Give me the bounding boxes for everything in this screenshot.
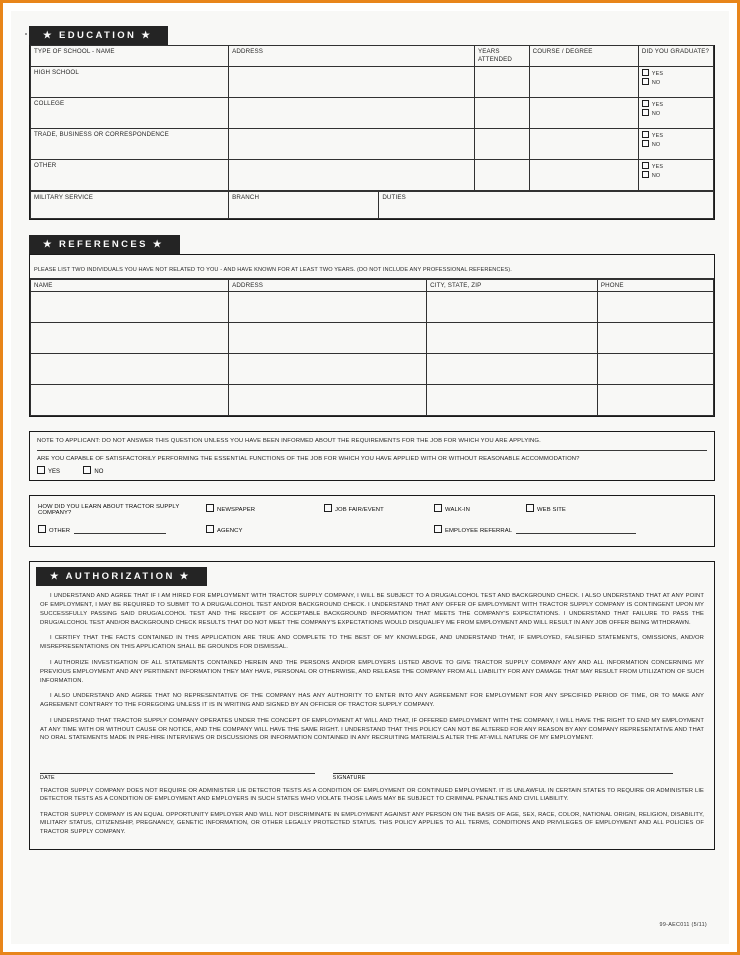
table-row xyxy=(31,385,714,416)
references-header-row xyxy=(31,279,714,292)
referral-write-in-line[interactable] xyxy=(516,526,636,534)
education-row-college-address[interactable] xyxy=(229,97,475,128)
date-field-wrap xyxy=(40,757,315,781)
checkbox-yes[interactable] xyxy=(642,100,649,107)
checkbox-yes[interactable] xyxy=(642,69,649,76)
education-row-other-course[interactable] xyxy=(529,159,638,190)
form-content xyxy=(29,25,715,850)
checkbox-no[interactable] xyxy=(642,109,649,116)
education-row-other-label: OTHER xyxy=(31,159,229,190)
checkbox-yes[interactable] xyxy=(642,131,649,138)
date-input[interactable] xyxy=(40,757,315,774)
reference-2-address[interactable] xyxy=(229,323,427,354)
education-banner: ★ EDUCATION ★ xyxy=(29,26,168,45)
form-number: 99-AEC011 (5/11) xyxy=(659,922,707,928)
reference-3-address[interactable] xyxy=(229,354,427,385)
education-row-trade-years[interactable] xyxy=(474,128,529,159)
education-section xyxy=(29,45,715,220)
education-row-other-graduate[interactable]: YES NO xyxy=(638,159,713,190)
table-row xyxy=(31,159,714,190)
military-duties-label[interactable]: DUTIES xyxy=(379,191,714,218)
source-option-jobfair[interactable]: JOB FAIR/EVENT xyxy=(324,503,434,513)
authorization-body xyxy=(30,586,714,781)
authorization-banner-wrap xyxy=(30,562,714,586)
references-col-city: CITY, STATE, ZIP xyxy=(427,279,598,292)
reference-1-city[interactable] xyxy=(427,292,598,323)
military-label: MILITARY SERVICE xyxy=(31,191,229,218)
checkbox-agency[interactable] xyxy=(206,525,214,533)
authorization-banner: ★ AUTHORIZATION ★ xyxy=(36,567,207,586)
checkbox-no[interactable] xyxy=(642,171,649,178)
source-option-walkin[interactable]: WALK-IN xyxy=(434,503,526,513)
table-row xyxy=(31,292,714,323)
divider xyxy=(37,450,707,451)
signature-row xyxy=(40,757,694,781)
authorization-paragraph-4: I ALSO UNDERSTAND AND AGREE THAT NO REPRESENTATIVE OF THE COMPANY HAS ANY AUTHORITY TO ENTER INTO ANY AGREEMENT FOR EMPLOYMENT FOR ANY SPECIFIED PERIOD OF TIME, OR TO MAKE ANY AGREEMENT CONTRARY TO THE FOREGOING UNLESS IT IS IN WRITING AND SIGNED BY AN OFFICER OF TRACTOR SUPPLY COMPANY. xyxy=(40,693,704,709)
reference-4-phone[interactable] xyxy=(597,385,713,416)
education-row-trade-label: TRADE, BUSINESS OR CORRESPONDENCE xyxy=(31,128,229,159)
education-row-college-label: COLLEGE xyxy=(31,97,229,128)
checkbox-no[interactable] xyxy=(83,466,91,474)
eeo-notice: TRACTOR SUPPLY COMPANY IS AN EQUAL OPPORTUNITY EMPLOYER AND WILL NOT DISCRIMINATE IN EMPLOYMENT AGAINST ANY PERSON ON THE BASIS OF AGE, SEX, RACE, COLOR, NATIONAL ORIGIN, RELIGION, DISABILITY, MILITARY STATUS, CITIZENSHIP, PREGNANCY, GENETIC INFORMATION, OR OTHER LEGALLY PROTECTED STATUS. THIS POLICY APPLIES TO ALL TERMS, CONDITIONS AND PRIVILEGES OF EMPLOYMENT AND ALL POLICIES OF TRACTOR SUPPLY COMPANY. xyxy=(40,811,704,835)
signature-label: SIGNATURE xyxy=(332,775,366,782)
source-option-other[interactable]: OTHER xyxy=(38,524,206,534)
references-col-name: NAME xyxy=(31,279,229,292)
table-row xyxy=(31,191,714,218)
source-option-website[interactable]: WEB SITE xyxy=(526,503,566,513)
references-banner-wrap xyxy=(29,234,715,254)
education-row-college-years[interactable] xyxy=(474,97,529,128)
checkbox-no[interactable] xyxy=(642,78,649,85)
other-write-in-line[interactable] xyxy=(74,526,166,534)
military-service-table xyxy=(30,191,714,219)
reference-4-name[interactable] xyxy=(31,385,229,416)
checkbox-referral[interactable] xyxy=(434,525,442,533)
authorization-paragraph-1: I UNDERSTAND AND AGREE THAT IF I AM HIRED FOR EMPLOYMENT WITH TRACTOR SUPPLY COMPANY, I WILL BE SUBJECT TO A DRUG/ALCOHOL TEST AND BACKGROUND CHECK. I ALSO UNDERSTAND THAT AT ANY POINT OF EMPLOYMENT, I MAY BE REQUIRED TO SUBMIT TO A DRUG/ALCOHOL TEST AND/OR BACKGROUND CHECK. I UNDERSTAND THAT ANY OFFER OF EMPLOYMENT WITH TRACTOR SUPPLY COMPANY IS CONTINGENT UPON MY SUCCESSFULLY PASSING SAID DRUG/ALCOHOL TEST AND THE RECEIPT OF ACCEPTABLE BACKGROUND INFORMATION THAT MEETS THE COMPANY'S EXPECTATIONS. I UNDERSTAND THAT FAILURE TO PASS THE DRUG/ALCOHOL TEST AND/OR BACKGROUND CHECK RESULTS THAT DO NOT MEET THE COMPANY'S EXPECTATIONS WOULD DISQUALIFY ME FROM EMPLOYMENT AND WILL RESULT IN ANY JOB OFFER BEING WITHDRAWN. xyxy=(40,593,704,626)
education-row-highschool-label: HIGH SCHOOL xyxy=(31,66,229,97)
polygraph-notice: TRACTOR SUPPLY COMPANY DOES NOT REQUIRE OR ADMINISTER LIE DETECTOR TESTS AS A CONDITION OF EMPLOYMENT OR CONTINUED EMPLOYMENT. IT IS UNLAWFUL IN CERTAIN STATES TO REQUIRE OR ADMINISTER LIE DETECTOR TESTS AS A CONDITION OF EMPLOYMENT AND EMPLOYERS IN SUCH STATES WHO VIOLATE THOSE LAWS MAY BE SUBJECT TO CRIMINAL PENALTIES AND CIVIL LIABILITY. xyxy=(40,788,704,803)
education-row-trade-address[interactable] xyxy=(229,128,475,159)
references-section xyxy=(29,254,715,418)
applicant-note-text: NOTE TO APPLICANT: DO NOT ANSWER THIS QUESTION UNLESS YOU HAVE BEEN INFORMED ABOUT THE REQUIREMENTS FOR THE JOB FOR WHICH YOU ARE APPLYING. xyxy=(37,438,541,445)
education-row-highschool-address[interactable] xyxy=(229,66,475,97)
education-row-college-course[interactable] xyxy=(529,97,638,128)
education-col-years: YEARS ATTENDED xyxy=(474,46,529,67)
education-header-row xyxy=(31,46,714,67)
reference-1-name[interactable] xyxy=(31,292,229,323)
reference-4-city[interactable] xyxy=(427,385,598,416)
reference-4-address[interactable] xyxy=(229,385,427,416)
reference-1-phone[interactable] xyxy=(597,292,713,323)
table-row xyxy=(31,128,714,159)
checkbox-yes[interactable] xyxy=(642,162,649,169)
reference-3-name[interactable] xyxy=(31,354,229,385)
checkbox-walkin[interactable] xyxy=(434,504,442,512)
reference-1-address[interactable] xyxy=(229,292,427,323)
education-row-trade-course[interactable] xyxy=(529,128,638,159)
table-row xyxy=(31,66,714,97)
reference-3-phone[interactable] xyxy=(597,354,713,385)
source-option-newspaper[interactable]: NEWSPAPER xyxy=(206,503,324,513)
source-row-2 xyxy=(38,524,706,534)
paper-sheet xyxy=(11,11,729,944)
education-banner-wrap xyxy=(29,25,715,45)
authorization-paragraph-5: I UNDERSTAND THAT TRACTOR SUPPLY COMPANY OPERATES UNDER THE CONCEPT OF EMPLOYMENT AT WILL AND THAT, IF OFFERED EMPLOYMENT WITH THE COMPANY, I WILL HAVE THE RIGHT TO END MY EMPLOYMENT AT ANY TIME WITH OR WITHOUT CAUSE OR NOTICE, AND THE COMPANY WILL HAVE THE SAME RIGHT. I UNDERSTAND THAT THIS POLICY CAN NOT BE ALTERED FOR ANY REASON BY ANY COMPANY REPRESENTATIVE AND THAT NO ORAL STATEMENTS MADE IN PRE-HIRE INTERVIEWS OR DISCUSSIONS OR INFORMATION CONTAINED IN ANY RECRUITING MATERIALS ALTER THE AT-WILL NATURE OF MY EMPLOYMENT. xyxy=(40,717,704,742)
education-table xyxy=(30,45,714,191)
signature-input[interactable] xyxy=(333,757,673,774)
checkbox-other[interactable] xyxy=(38,525,46,533)
education-row-other-years[interactable] xyxy=(474,159,529,190)
applicant-note-box xyxy=(29,431,715,481)
education-row-highschool-course[interactable] xyxy=(529,66,638,97)
checkbox-jobfair[interactable] xyxy=(324,504,332,512)
source-option-referral[interactable]: EMPLOYEE REFERRAL xyxy=(434,524,636,534)
reference-3-city[interactable] xyxy=(427,354,598,385)
checkbox-no[interactable] xyxy=(642,140,649,147)
label-no: NO xyxy=(94,469,104,476)
scan-artifact-dot xyxy=(25,33,27,35)
reference-2-phone[interactable] xyxy=(597,323,713,354)
checkbox-yes[interactable] xyxy=(37,466,45,474)
references-instruction: PLEASE LIST TWO INDIVIDUALS YOU HAVE NOT RELATED TO YOU - AND HAVE KNOWN FOR AT LEAST TWO YEARS. (DO NOT INCLUDE ANY PROFESSIONAL REFERENCES). xyxy=(34,266,512,273)
references-table xyxy=(30,279,714,417)
essential-functions-answers xyxy=(37,466,707,475)
table-row xyxy=(31,354,714,385)
education-row-trade-graduate[interactable]: YES NO xyxy=(638,128,713,159)
education-row-highschool-graduate[interactable]: YES NO xyxy=(638,66,713,97)
authorization-paragraph-2: I CERTIFY THAT THE FACTS CONTAINED IN THIS APPLICATION ARE TRUE AND COMPLETE TO THE BEST OF MY KNOWLEDGE, AND UNDERSTAND THAT, IF EMPLOYED, FALSIFIED STATEMENTS, OMISSIONS, AND/OR MISREPRESENTATIONS ON THIS APPLICATION SHALL BE GROUNDS FOR DISMISSAL. xyxy=(40,635,704,651)
references-banner: ★ REFERENCES ★ xyxy=(29,235,180,254)
education-row-college-graduate[interactable]: YES NO xyxy=(638,97,713,128)
source-row-1 xyxy=(38,503,706,516)
education-col-graduate: DID YOU GRADUATE? xyxy=(638,46,713,67)
authorization-section xyxy=(29,561,715,850)
military-branch-label[interactable]: BRANCH xyxy=(229,191,379,218)
checkbox-newspaper[interactable] xyxy=(206,504,214,512)
reference-2-city[interactable] xyxy=(427,323,598,354)
references-col-phone: PHONE xyxy=(597,279,713,292)
checkbox-website[interactable] xyxy=(526,504,534,512)
table-row xyxy=(31,97,714,128)
source-question-label: HOW DID YOU LEARN ABOUT TRACTOR SUPPLY COMPANY? xyxy=(38,504,180,517)
education-col-course: COURSE / DEGREE xyxy=(529,46,638,67)
label-yes: YES xyxy=(48,469,61,476)
table-row xyxy=(31,323,714,354)
reference-2-name[interactable] xyxy=(31,323,229,354)
source-box xyxy=(29,495,715,547)
signature-field-wrap xyxy=(333,757,673,781)
education-col-address: ADDRESS xyxy=(229,46,475,67)
source-option-agency[interactable]: AGENCY xyxy=(206,524,324,534)
education-col-type: TYPE OF SCHOOL - NAME xyxy=(31,46,229,67)
essential-functions-question: ARE YOU CAPABLE OF SATISFACTORILY PERFORMING THE ESSENTIAL FUNCTIONS OF THE JOB FOR WHICH YOU HAVE APPLIED WITH OR WITHOUT REASONABLE ACCOMMODATION? xyxy=(37,455,580,462)
authorization-paragraph-3: I AUTHORIZE INVESTIGATION OF ALL STATEMENTS CONTAINED HEREIN AND THE PERSONS AND/OR EMPLOYERS LISTED ABOVE TO GIVE TRACTOR SUPPLY COMPANY ANY AND ALL INFORMATION CONCERNING MY PREVIOUS EMPLOYMENT AND ANY PERTINENT INFORMATION THEY MAY HAVE, PERSONAL OR OTHERWISE, AND RELEASE THE COMPANY FROM ALL LIABILITY FOR ANY DAMAGE THAT MAY RESULT FROM UTILIZATION OF SUCH INFORMATION. xyxy=(40,659,704,684)
education-row-other-address[interactable] xyxy=(229,159,475,190)
references-col-address: ADDRESS xyxy=(229,279,427,292)
date-label: DATE xyxy=(40,775,55,782)
education-row-highschool-years[interactable] xyxy=(474,66,529,97)
